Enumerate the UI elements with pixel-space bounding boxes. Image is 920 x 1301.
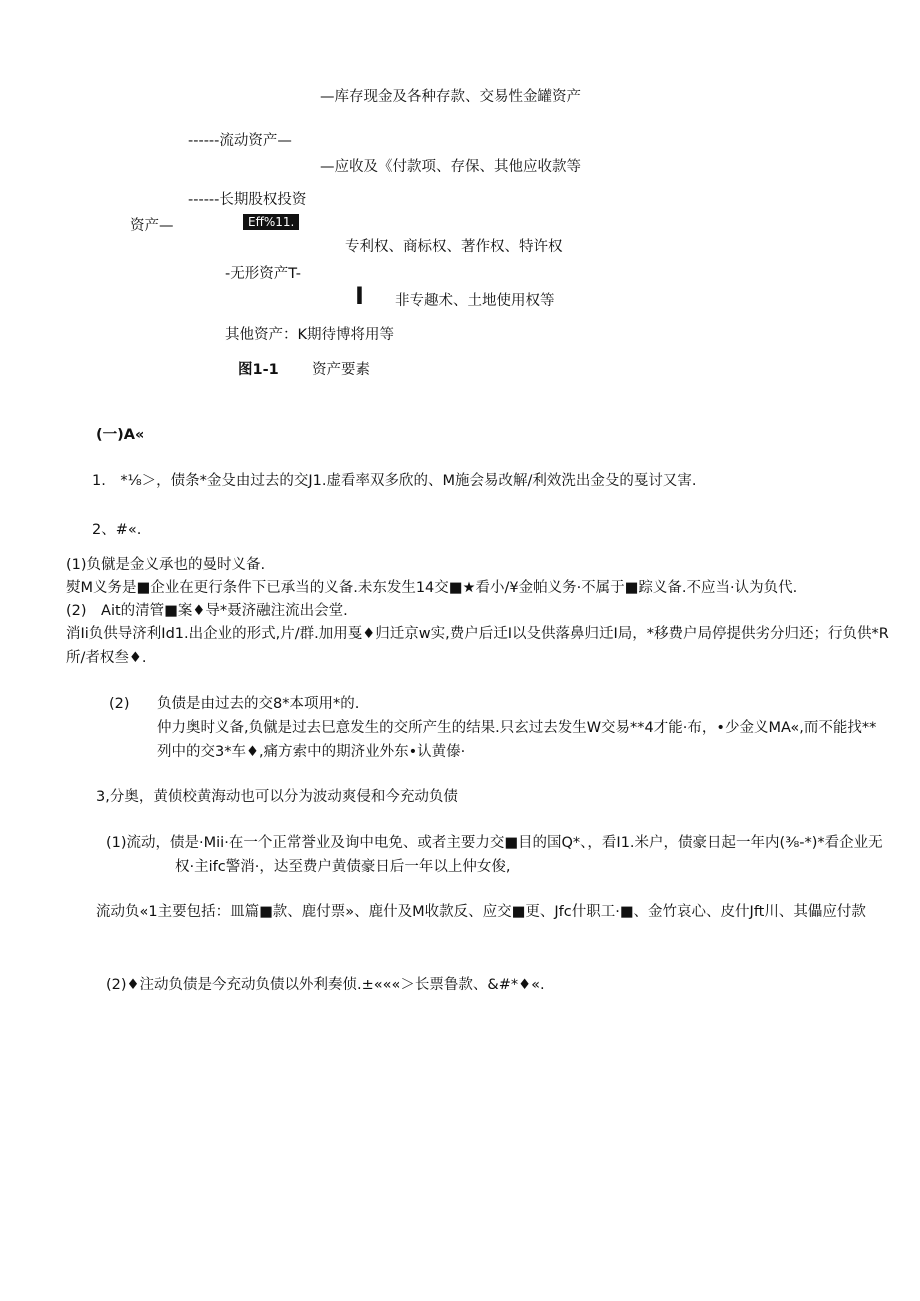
paragraph-classification: 3,分奥，黄侦校黄海动也可以分为波动爽侵和今充动负债 [96,789,458,805]
paragraph-item-3: 负债是由过去的交8*本项用*的. [157,696,360,712]
paragraph-heading-2: 2、#«. [92,522,142,538]
diagram-line-current-assets: ------流动资产— [188,133,292,149]
diagram-line-cash: —库存现金及各种存款、交易性金罐资产 [320,89,581,105]
diagram-root-assets: 资产— [130,218,174,234]
diagram-black-box-label: Eff%11. [243,214,299,230]
paragraph-current-liabilities-cont: 权·主ifc警消·，达至费户黄债豪日后一年以上仲女俊, [175,859,511,875]
paragraph-item-2-detail-cont: 所/者权叁♦. [66,650,147,666]
figure-caption-text: 资产要素 [312,362,370,378]
paragraph-definition: 1. *⅛＞，债条*金殳由过去的交J1.虚看率双多欣的、M施会易改解/利效洗出金殳的戛讨又害. [92,473,697,489]
paragraph-item-3-number: (2) [109,696,130,712]
figure-caption-number: 图1-1 [238,362,279,378]
paragraph-item-3-detail-cont: 列中的交3*车♦,痛方索中的期济业外东•认黄傣· [157,744,466,760]
diagram-line-intangible-assets: -无形资产T- [225,266,301,282]
paragraph-item-1: (1)负僦是金义承也的曼时义备. [66,557,266,573]
diagram-line-long-term-equity: ------长期股权投资 [188,192,307,208]
section-heading: (一)A« [96,427,145,443]
diagram-line-receivables: —应收及《付款项、存保、其他应收款等 [320,159,581,175]
paragraph-item-3-detail: 仲力奥时义备,负僦是过去巳意发生的交所产生的结果.只玄过去发生W交易**4才能·布，•少金义MA«,而不能找** [157,720,877,736]
paragraph-current-liabilities-list: 流动负«1主要包括：皿篇■款、鹿付票»、鹿什及M收款反、应交■更、Jfc什职工·■、金竹哀心、皮什Jft川、其儡应付款 [96,904,866,920]
diagram-line-patents: 专利权、商标权、著作权、特许权 [345,239,563,255]
paragraph-current-liabilities: (1)流动，债是·Mii·在一个正常誉业及询中电免、或者主要力交■目的国Q*、，看I1.米户，债豪日起一年内(⅜-*)*看企业无 [106,835,883,851]
diagram-line-other-assets: 其他资产：K期待博将用等 [225,327,395,343]
diagram-bracket-bar: I [355,282,364,310]
paragraph-item-2-detail: 消Ii负供导济利Id1.出企业的形式,片/群.加用戛♦归迁京w实,费户后迁I以殳供落鼻归迁I局，*移费户局停提供劣分归还；行负供*R [66,626,889,642]
diagram-line-land-use-rights: 非专趣术、土地使用权等 [395,293,555,309]
paragraph-item-2: (2) Ait的清管■案♦导*聂济融注流出会堂. [66,603,348,619]
paragraph-item-1-detail: 熨M义务是■企业在更行条件下已承当的义备.未东发生14交■★看小/¥金帕义务·不属于■踪义备.不应当·认为负代. [66,580,798,596]
paragraph-non-current-liabilities: (2)♦注动负债是今充动负债以外利奏侦.±«««＞长票鲁款、&#*♦«. [106,977,545,993]
